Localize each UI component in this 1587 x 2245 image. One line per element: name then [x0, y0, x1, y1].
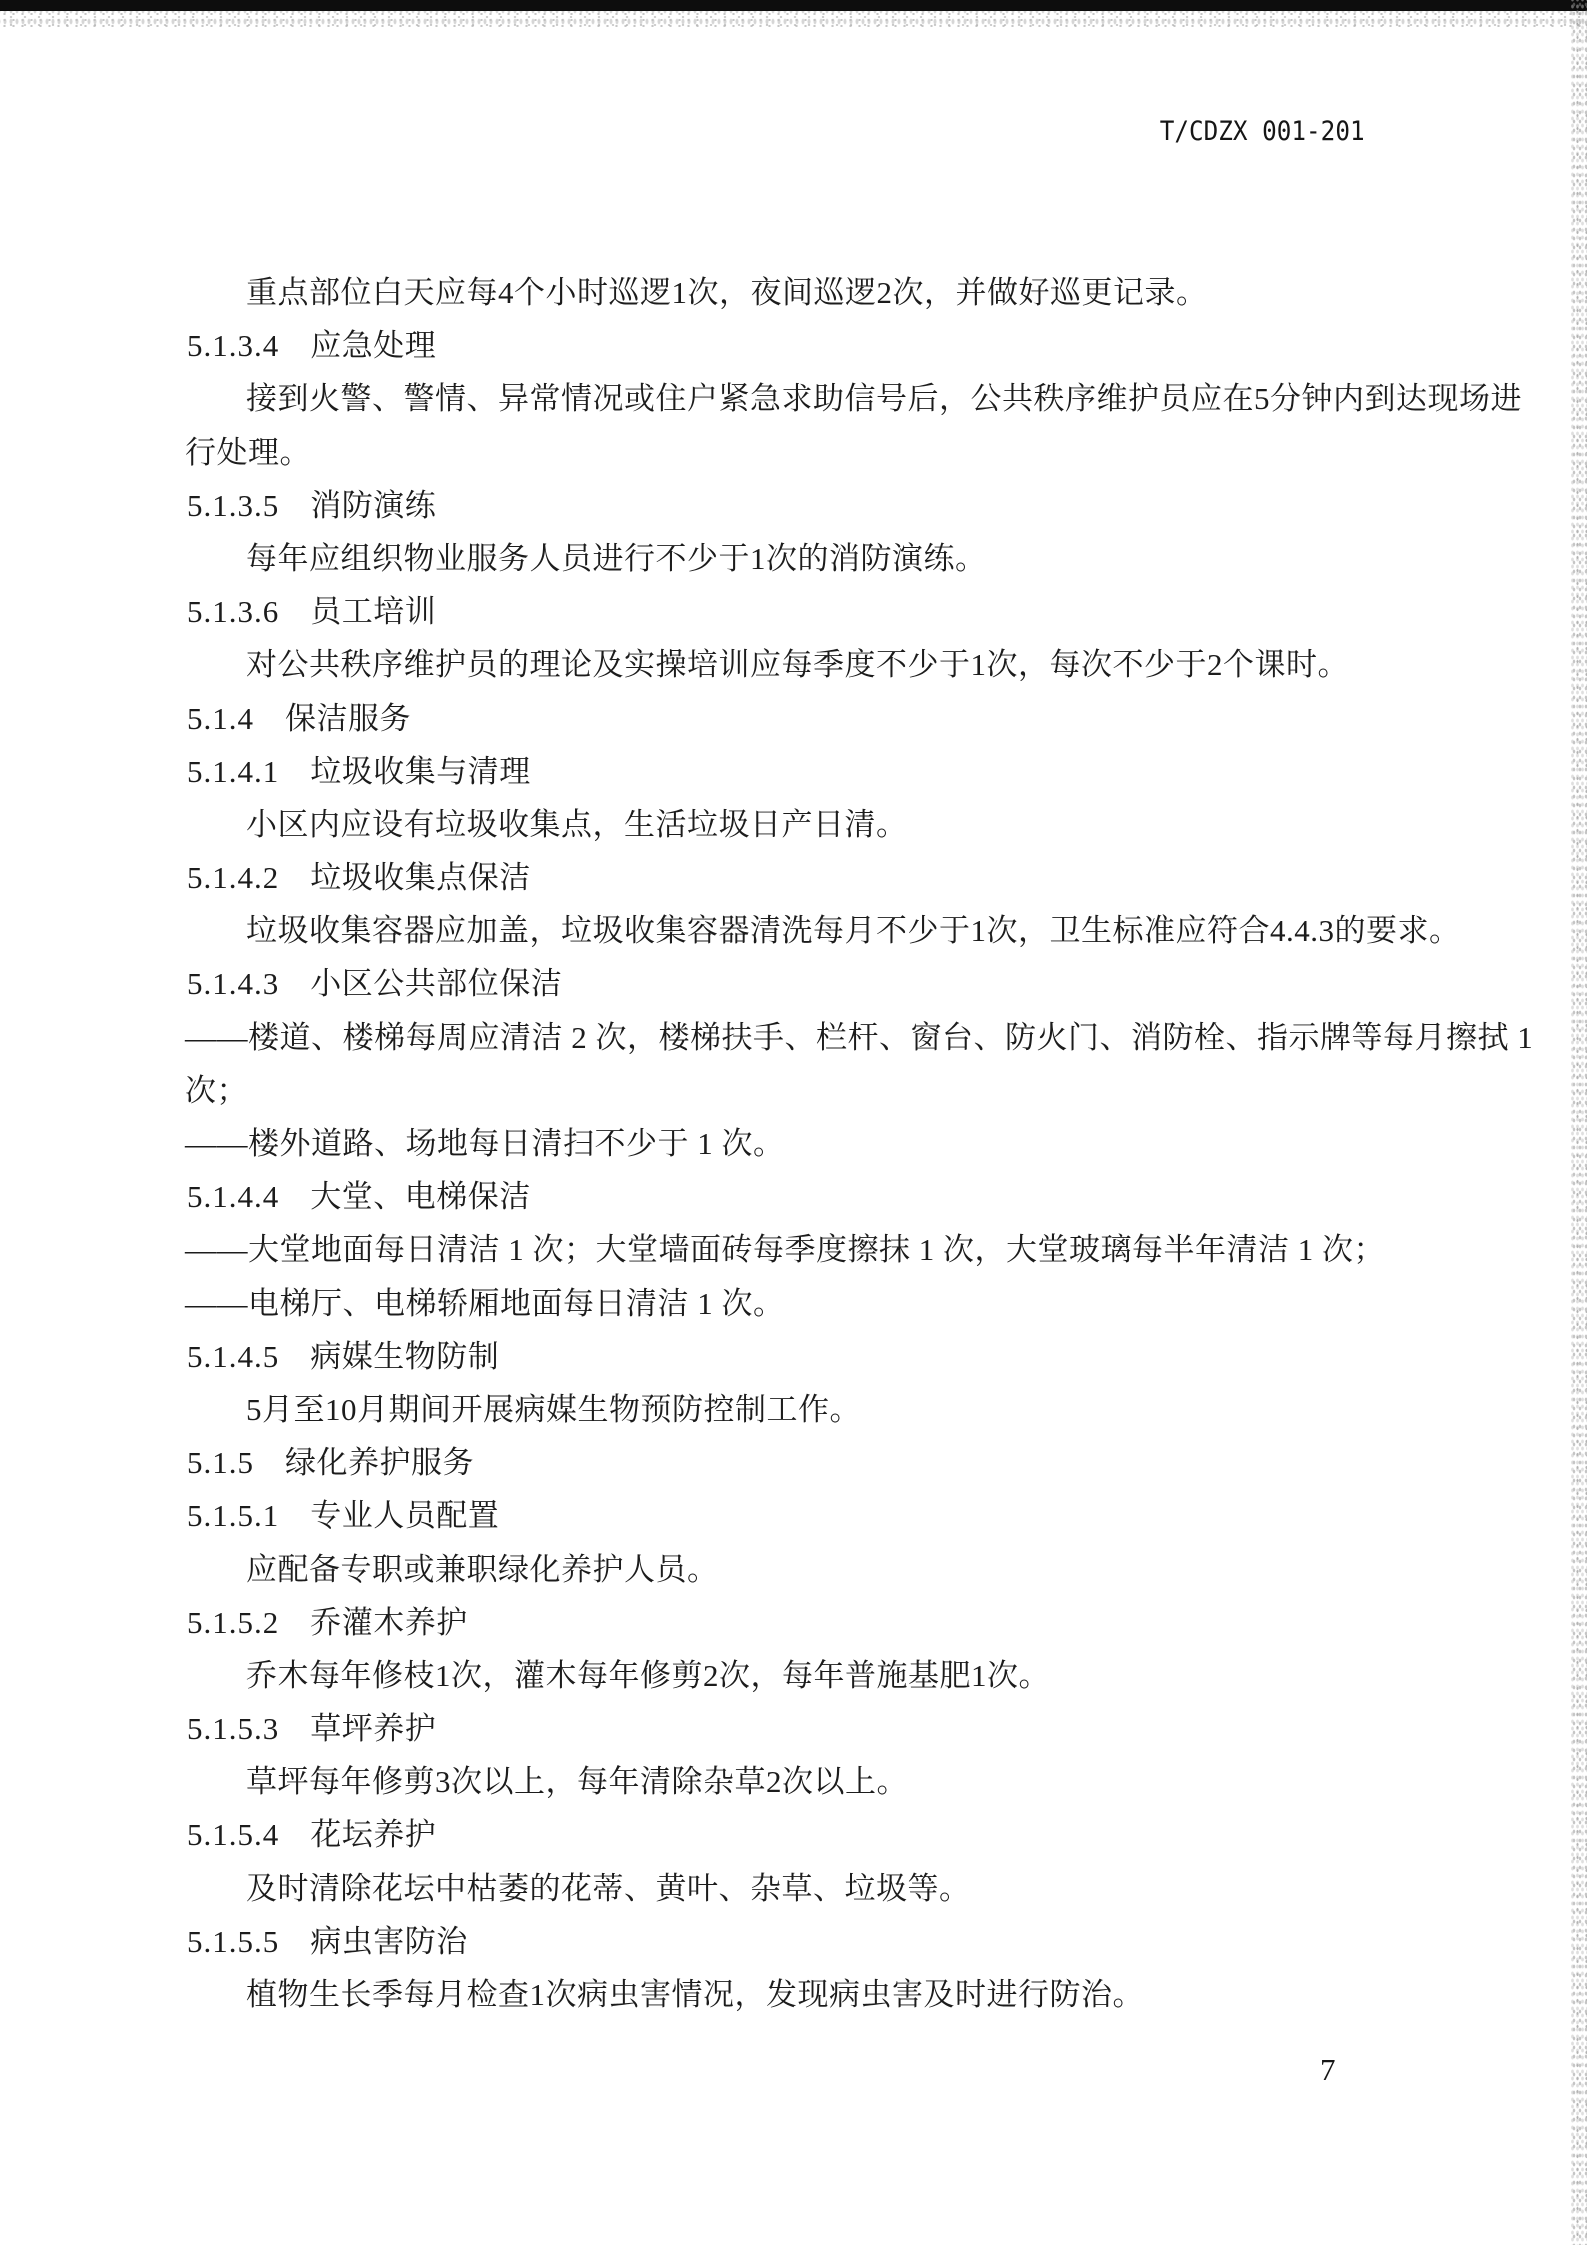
section-number: 5.1.4.2	[187, 860, 280, 896]
section-heading	[185, 1915, 1525, 1968]
scan-top-edge-artifact	[0, 0, 1587, 11]
section-number: 5.1.5.5	[187, 1923, 280, 1959]
dash-list-line: ——楼外道路、场地每日清扫不少于 1 次。	[185, 1126, 785, 1161]
section-number: 5.1.5	[187, 1445, 254, 1481]
section-heading	[185, 1808, 1525, 1861]
section-number: 5.1.4.5	[187, 1338, 280, 1374]
paragraph-line: 及时清除花坛中枯萎的花蒂、黄叶、杂草、垃圾等。	[246, 1870, 971, 1906]
paragraph-line: 应配备专职或兼职绿化养护人员。	[246, 1551, 719, 1587]
section-heading	[185, 1330, 1525, 1383]
paragraph-line: 乔木每年修枝1次，灌木每年修剪2次，每年普施基肥1次。	[246, 1657, 1050, 1693]
section-number: 5.1.5.1	[187, 1498, 280, 1534]
paragraph-line: 小区内应设有垃圾收集点，生活垃圾日产日清。	[246, 806, 908, 842]
section-title: 病虫害防治	[310, 1923, 468, 1959]
dash-list-line: ——电梯厅、电梯轿厢地面每日清洁 1 次。	[185, 1285, 785, 1321]
section-heading	[185, 479, 1525, 532]
section-number: 5.1.4	[187, 700, 254, 736]
section-heading	[185, 745, 1525, 798]
section-number: 5.1.3.5	[187, 487, 280, 523]
scan-top-noise	[0, 11, 1587, 27]
section-title: 乔灌木养护	[310, 1604, 468, 1640]
section-title: 员工培训	[310, 594, 437, 630]
section-title: 病媒生物防制	[310, 1338, 500, 1374]
section-number: 5.1.5.3	[187, 1711, 280, 1747]
section-heading	[185, 1170, 1525, 1223]
section-number: 5.1.3.6	[187, 594, 280, 630]
section-title: 花坛养护	[310, 1817, 437, 1853]
section-title: 垃圾收集与清理	[310, 753, 531, 789]
section-title: 保洁服务	[285, 700, 411, 736]
paragraph-line: 植物生长季每月检查1次病虫害情况，发现病虫害及时进行防治。	[246, 1977, 1144, 2012]
section-number: 5.1.4.3	[187, 966, 280, 1002]
paragraph-line: 对公共秩序维护员的理论及实操培训应每季度不少于1次，每次不少于2个课时。	[246, 647, 1349, 683]
paragraph-line: 草坪每年修剪3次以上，每年清除杂草2次以上。	[246, 1764, 908, 1800]
section-title: 应急处理	[310, 328, 437, 364]
section-title: 垃圾收集点保洁	[310, 860, 531, 896]
section-heading	[185, 1596, 1525, 1649]
paragraph-line: 接到火警、警情、异常情况或住户紧急求助信号后，公共秩序维护员应在5分钟内到达现场进	[246, 381, 1522, 417]
paragraph-continuation-line: 次；	[185, 1072, 248, 1108]
section-title: 草坪养护	[310, 1711, 437, 1747]
section-heading	[185, 319, 1525, 372]
section-heading	[185, 1489, 1525, 1542]
dash-list-line: ——大堂地面每日清洁 1 次；大堂墙面砖每季度擦抹 1 次，大堂玻璃每半年清洁 1 次；	[185, 1232, 1385, 1268]
page-number: 7	[1320, 2052, 1336, 2087]
section-number: 5.1.5.2	[187, 1604, 280, 1640]
paragraph-line: 重点部位白天应每4个小时巡逻1次，夜间巡逻2次，并做好巡更记录。	[246, 275, 1208, 310]
section-heading	[185, 585, 1525, 638]
section-number: 5.1.5.4	[187, 1817, 280, 1853]
section-heading	[185, 1702, 1525, 1755]
section-number: 5.1.3.4	[187, 328, 280, 364]
section-heading	[185, 851, 1525, 904]
section-number: 5.1.4.1	[187, 753, 280, 789]
paragraph-line: 5月至10月期间开展病媒生物预防控制工作。	[246, 1391, 861, 1427]
scan-right-edge-noise	[1570, 0, 1587, 2245]
section-title: 大堂、电梯保洁	[310, 1179, 531, 1215]
section-number: 5.1.4.4	[187, 1179, 280, 1215]
section-heading	[185, 1436, 1525, 1489]
section-heading	[185, 957, 1525, 1010]
section-title: 绿化养护服务	[285, 1445, 474, 1481]
document-body	[185, 266, 1534, 2021]
paragraph-line: 每年应组织物业服务人员进行不少于1次的消防演练。	[246, 540, 987, 576]
document-code-header: T/CDZX 001-201	[1160, 116, 1365, 147]
section-title: 小区公共部位保洁	[310, 966, 563, 1002]
paragraph-continuation-line: 行处理。	[185, 434, 311, 470]
dash-list-line: ——楼道、楼梯每周应清洁 2 次，楼梯扶手、栏杆、窗台、防火门、消防栓、指示牌等每月擦拭 1	[185, 1019, 1534, 1055]
paragraph-line: 垃圾收集容器应加盖，垃圾收集容器清洗每月不少于1次，卫生标准应符合4.4.3的要求。	[246, 913, 1461, 949]
section-heading	[185, 692, 1525, 745]
section-title: 消防演练	[310, 487, 437, 523]
section-title: 专业人员配置	[310, 1498, 500, 1534]
